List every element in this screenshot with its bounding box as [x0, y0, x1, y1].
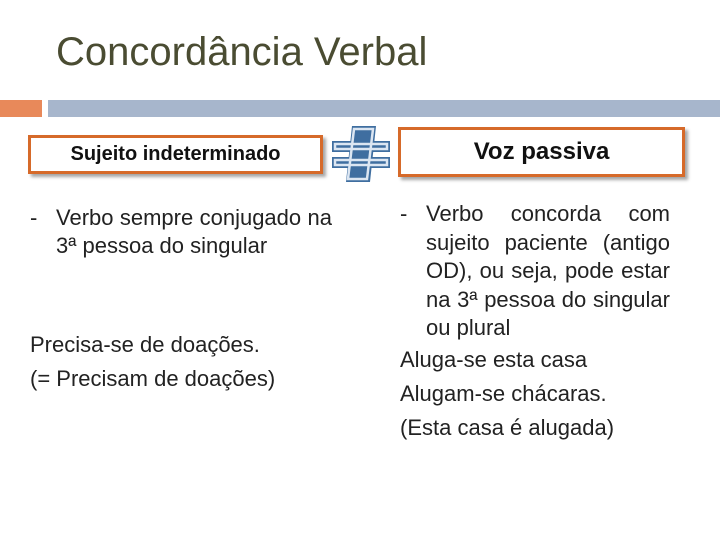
left-bullet: [30, 204, 332, 260]
left-example: Precisa-se de doações.: [30, 332, 260, 357]
left-bullet-text: Verbo sempre conjugado na 3ª pessoa do singular: [56, 205, 332, 258]
left-heading: Sujeito indeterminado: [70, 143, 281, 165]
right-heading: Voz passiva: [473, 138, 610, 165]
right-heading-box: [398, 127, 685, 177]
right-example: (Esta casa é alugada): [400, 414, 615, 440]
right-bullet-text: Verbo concorda com sujeito paciente (antigo OD), ou seja, pode estar na 3ª pessoa do singular ou plural: [426, 201, 670, 340]
title-rule-accent: [0, 100, 42, 117]
title-rule-bar: [48, 100, 720, 117]
right-bullet: [400, 200, 670, 343]
right-column: [400, 200, 670, 445]
right-example: Alugam-se chácaras.: [400, 380, 607, 406]
not-equal-icon: [330, 124, 392, 184]
left-heading-box: [28, 135, 323, 174]
bullet-marker: -: [400, 201, 408, 226]
right-example: Aluga-se esta casa: [400, 346, 588, 372]
bullet-marker: -: [30, 205, 38, 230]
left-column: [30, 204, 332, 396]
slide-title: Concordância Verbal: [56, 30, 428, 74]
left-example-equivalent: (= Precisam de doações): [30, 366, 276, 391]
